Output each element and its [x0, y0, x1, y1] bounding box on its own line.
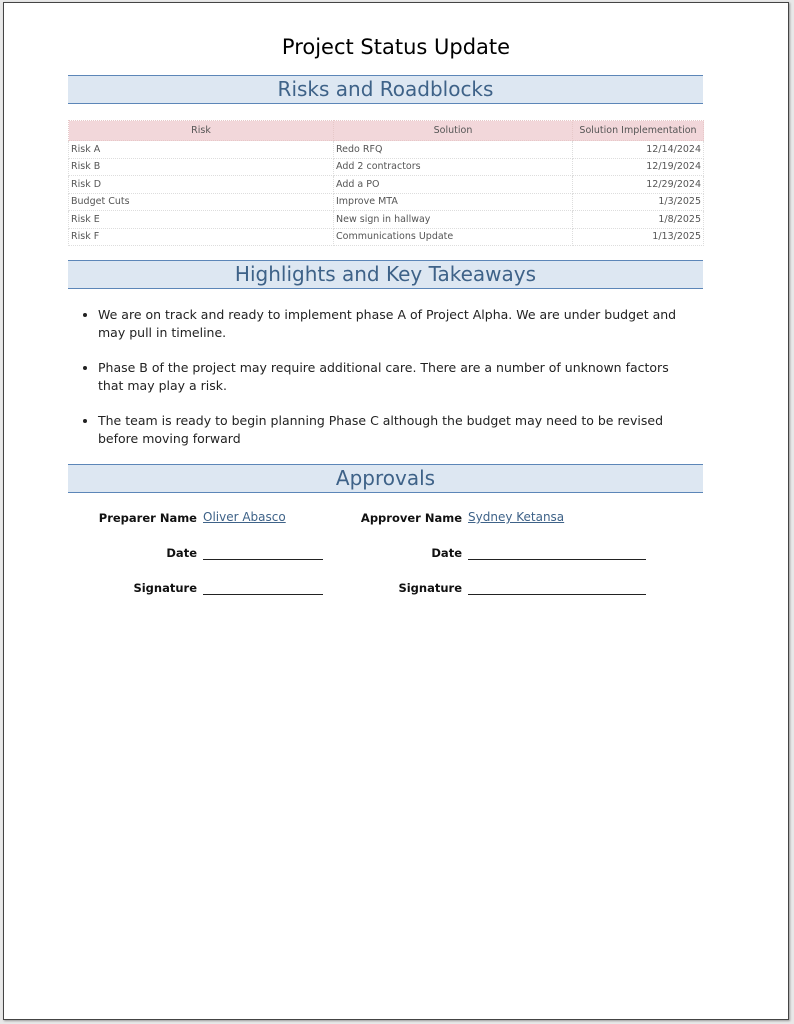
risk-cell: Risk D: [69, 176, 334, 194]
solution-cell: New sign in hallway: [334, 211, 573, 229]
risk-cell: Risk F: [69, 228, 334, 246]
highlights-heading: Highlights and Key Takeaways: [68, 260, 703, 289]
approvals-heading: Approvals: [68, 464, 703, 493]
risk-cell: Budget Cuts: [69, 193, 334, 211]
list-item: • The team is ready to begin planning Phase C although the budget may need to be revised before moving forward: [98, 412, 698, 448]
approver-signature-label: Signature: [398, 581, 462, 595]
table-row: [69, 228, 704, 246]
approver-date-label: Date: [431, 546, 462, 560]
risk-cell: Risk A: [69, 141, 334, 159]
risk-cell: Risk E: [69, 211, 334, 229]
solution-cell: Redo RFQ: [334, 141, 573, 159]
preparer-name-label: Preparer Name: [98, 511, 197, 525]
table-row: [69, 176, 704, 194]
page-title: Project Status Update: [281, 35, 511, 59]
solution-cell: Improve MTA: [334, 193, 573, 211]
implementation-date-cell: 12/14/2024: [573, 141, 704, 159]
approver-signature-field[interactable]: [468, 582, 646, 595]
approver-name-label: Approver Name: [360, 511, 462, 525]
preparer-signature-field[interactable]: [203, 582, 323, 595]
implementation-date-cell: 1/3/2025: [573, 193, 704, 211]
preparer-name-value[interactable]: Oliver Abasco: [203, 510, 286, 524]
implementation-date-cell: 1/13/2025: [573, 228, 704, 246]
solution-cell: Add 2 contractors: [334, 158, 573, 176]
preparer-date-label: Date: [166, 546, 197, 560]
list-item: • Phase B of the project may require additional care. There are a number of unknown factors that may play a risk.: [98, 359, 698, 395]
approver-date-field[interactable]: [468, 547, 646, 560]
implementation-date-cell: 12/19/2024: [573, 158, 704, 176]
table-row: [69, 141, 704, 159]
implementation-date-cell: 1/8/2025: [573, 211, 704, 229]
solution-cell: Communications Update: [334, 228, 573, 246]
risk-cell: Risk B: [69, 158, 334, 176]
document-page: [3, 2, 789, 1020]
table-row: [69, 193, 704, 211]
list-item: • We are on track and ready to implement phase A of Project Alpha. We are under budget and may pull in timeline.: [98, 306, 698, 342]
table-row: [69, 158, 704, 176]
risks-table: [68, 120, 704, 246]
highlights-list: [80, 306, 698, 465]
preparer-date-field[interactable]: [203, 547, 323, 560]
approver-name-value[interactable]: Sydney Ketansa: [468, 510, 565, 524]
risks-heading: Risks and Roadblocks: [68, 75, 703, 104]
column-header: Solution Implementation: [573, 121, 704, 141]
solution-cell: Add a PO: [334, 176, 573, 194]
implementation-date-cell: 12/29/2024: [573, 176, 704, 194]
preparer-signature-label: Signature: [133, 581, 197, 595]
column-header: Risk: [69, 121, 334, 141]
column-header: Solution: [334, 121, 573, 141]
table-row: [69, 211, 704, 229]
